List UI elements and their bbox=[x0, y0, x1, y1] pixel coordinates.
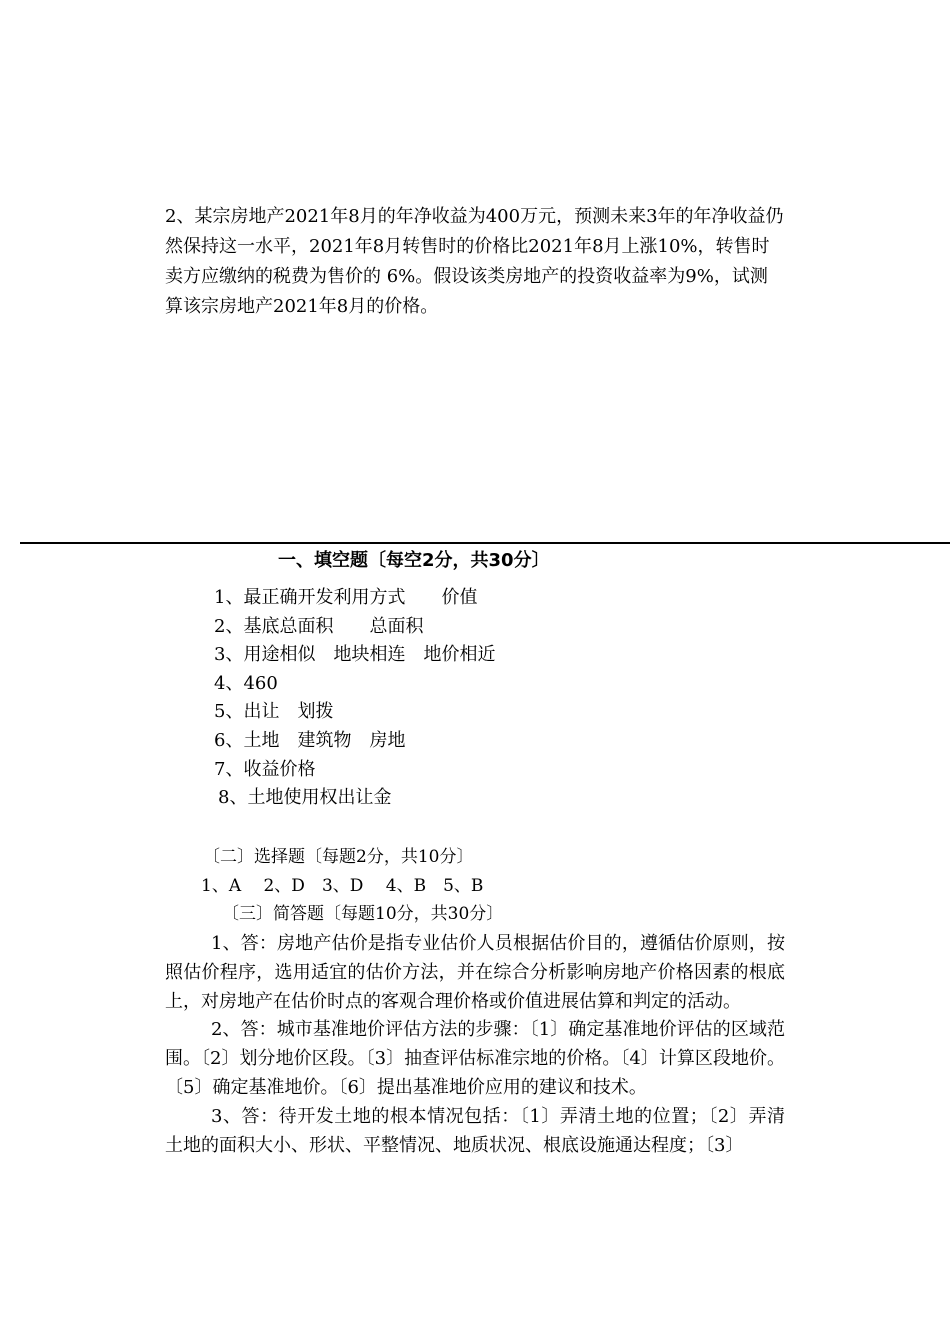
fill-answer-1: 1、最正确开发利用方式 价值 bbox=[214, 587, 478, 608]
section-2-heading: 〔二〕选择题〔每题2分，共10分〕 bbox=[203, 847, 474, 867]
fill-answer-6: 6、土地 建筑物 房地 bbox=[214, 729, 406, 751]
section-3-heading: 〔三〕简答题〔每题10分，共30分〕 bbox=[222, 904, 504, 924]
fill-answer-2: 2、基底总面积 总面积 bbox=[214, 615, 424, 637]
page-divider bbox=[20, 542, 950, 544]
short-answer-2: 2、答：城市基准地价评估方法的步骤：〔1〕确定基准地价评估的区域范围。〔2〕划分地价区段。〔3〕抽查评估标准宗地的价格。〔4〕计算区段地价。〔5〕确定基准地价。〔6〕提出基准地价应用的建议和技术。 bbox=[165, 1019, 785, 1098]
short-answers bbox=[165, 930, 785, 1160]
fill-answer-7: 7、收益价格 bbox=[214, 758, 316, 780]
fill-answer-3: 3、用途相似 地块相连 地价相近 bbox=[214, 644, 496, 666]
short-answer-3: 3、答：待开发土地的根本情况包括：〔1〕弄清土地的位置；〔2〕弄清土地的面积大小、形状、平整情况、地质状况、根底设施通达程度；〔3〕 bbox=[165, 1105, 785, 1156]
fill-blank-answers bbox=[214, 584, 495, 813]
fill-answer-5: 5、出让 划拨 bbox=[214, 701, 334, 723]
section-1-heading: 一、填空题〔每空2分，共30分〕 bbox=[278, 550, 550, 571]
choice-answers: 1、A 2、D 3、D 4、B 5、B bbox=[201, 876, 484, 896]
problem-2 bbox=[165, 202, 785, 322]
short-answer-1: 1、答：房地产估价是指专业估价人员根据估价目的，遵循估价原则，按照估价程序，选用适宜的估价方法，并在综合分析影响房地产价格因素的根底上，对房地产在估价时点的客观合理价格或价值进展估算和判定的活动。 bbox=[165, 933, 785, 1012]
problem-2-text: 2、某宗房地产2021年8月的年净收益为400万元，预测未来3年的年净收益仍然保持这一水平，2021年8月转售时的价格比2021年8月上涨10%，转售时卖方应缴纳的税费为售价的 6%。假设该类房地产的投资收益率为9%，试测算该宗房地产2021年8月的价格。 bbox=[165, 206, 784, 317]
fill-answer-4: 4、460 bbox=[214, 672, 278, 694]
fill-answer-8: 8、土地使用权出让金 bbox=[218, 787, 392, 809]
